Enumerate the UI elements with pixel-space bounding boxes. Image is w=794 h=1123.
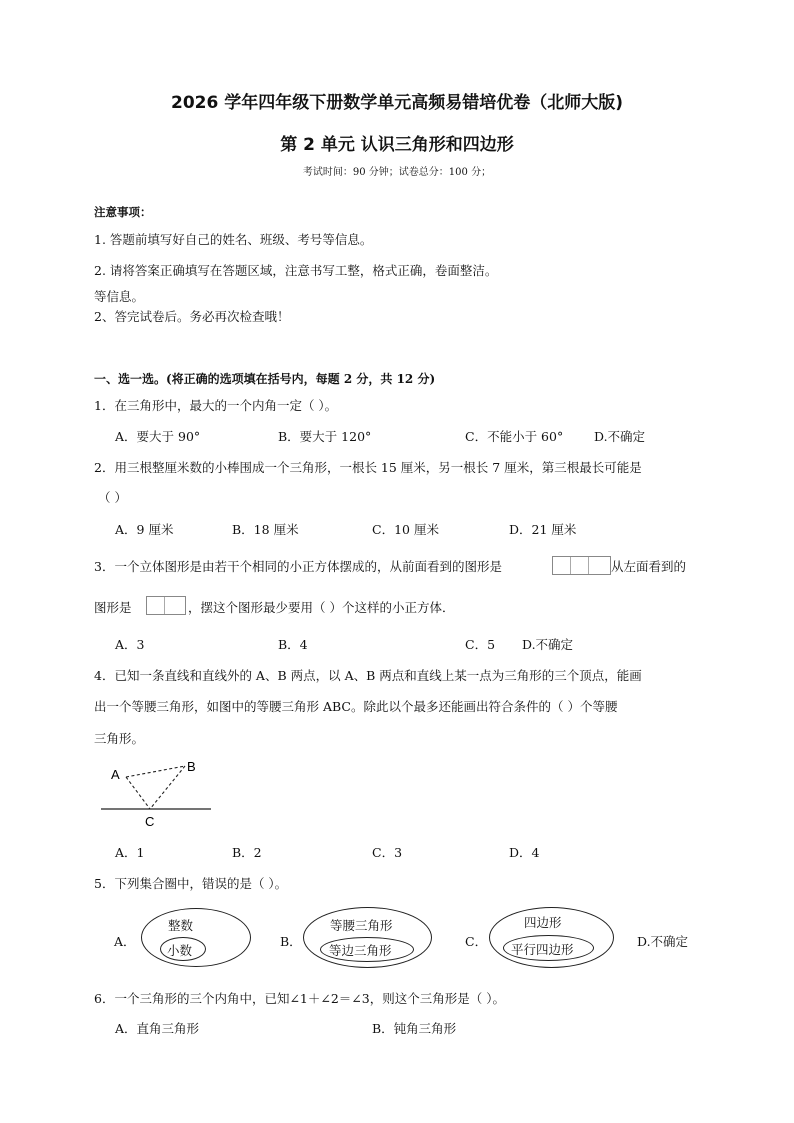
q4-stem-line1: 4．已知一条直线和直线外的 A、B 两点，以 A、B 两点和直线上某一点为三角形的三个顶点，能画 [94,668,642,683]
left-view-figure [146,596,186,615]
q2-option-b: B．18 厘米 [232,522,299,537]
q6-stem: 6．一个三角形的三个内角中，已知∠1＋∠2＝∠3，则这个三角形是（ ）。 [94,991,505,1006]
q3-option-a: A．3 [115,637,145,652]
q6-option-a: A．直角三角形 [115,1021,200,1036]
q3-stem-part4: ，摆这个图形最少要用（ ）个这样的小正方体． [188,600,455,615]
side-ab [126,766,185,777]
exam-info: 考试时间：90 分钟；试卷总分：100 分； [302,167,492,178]
exam-title: 2026 学年四年级下册数学单元高频易错培优卷（北师大版) [170,93,623,113]
q3-stem-part3: 图形是 [94,600,132,615]
q4-stem-line2: 出一个等腰三角形，如图中的等腰三角形 ABC。除此以个最多还能画出符合条件的（ ）个等腰 [94,699,618,714]
side-bc [150,766,185,809]
q1-option-c: C．不能小于 60° [465,429,564,444]
q1-stem: 1．在三角形中，最大的一个内角一定（ ）。 [94,398,338,413]
q5-option-d: D.不确定 [637,934,689,949]
q4-option-b: B．2 [232,845,262,860]
q3-option-b: B．4 [278,637,308,652]
notice-line-2: 2. 请将答案正确填写在答题区域，注意书写工整，格式正确，卷面整洁。 [94,263,498,278]
q2-option-a: A．9 厘米 [115,522,174,537]
q1-option-b: B．要大于 120° [278,429,372,444]
venn-a-inner-label: 小数 [167,943,193,958]
q1-option-d: D.不确定 [594,429,646,444]
q3-stem-part2: 从左面看到的 [611,559,687,574]
q6-option-b: B．钝角三角形 [372,1021,457,1036]
side-ac [126,777,150,809]
front-view-figure [552,556,611,575]
q4-stem-line3: 三角形。 [94,731,145,746]
q3-option-c: C．5 [465,637,496,652]
q3-stem-part1: 3．一个立体图形是由若干个相同的小正方体摆成的，从前面看到的图形是 [94,559,502,574]
venn-a-outer-label: 整数 [168,918,194,933]
q5-stem: 5．下列集合圈中，错误的是（ ）。 [94,876,288,891]
q2-option-c: C．10 厘米 [372,522,439,537]
label-c: C [145,814,155,829]
q5-option-a-letter: A． [114,934,136,949]
q5-option-b-letter: B． [280,934,302,949]
label-a: A [111,767,120,782]
label-b: B [187,759,196,774]
q4-option-c: C．3 [372,845,403,860]
q2-option-d: D．21 厘米 [509,522,577,537]
notice-line-1: 1. 答题前填写好自己的姓名、班级、考号等信息。 [94,232,373,247]
q2-stem-line2: （ ） [98,490,127,505]
q5-option-c-letter: C． [465,934,488,949]
q1-option-a: A．要大于 90° [115,429,201,444]
unit-title: 第 2 单元 认识三角形和四边形 [280,135,514,155]
notice-line-3: 等信息。 [94,289,145,304]
notice-heading: 注意事项： [94,205,152,219]
q4-option-a: A．1 [115,845,145,860]
q3-option-d: D.不确定 [522,637,574,652]
venn-c-outer-label: 四边形 [524,915,562,930]
notice-line-4: 2、答完试卷后。务必再次检查哦！ [94,309,290,324]
triangle-abc-figure [98,756,218,832]
venn-c-inner-label: 平行四边形 [511,942,574,957]
section-heading: 一、选一选。(将正确的选项填在括号内，每题 2 分，共 12 分) [94,372,436,386]
venn-b-inner-label: 等边三角形 [329,943,392,958]
q4-option-d: D．4 [509,845,540,860]
q2-stem-line1: 2．用三根整厘米数的小棒围成一个三角形，一根长 15 厘米，另一根长 7 厘米，第三根最长可能是 [94,460,642,475]
venn-b-outer-label: 等腰三角形 [330,918,393,933]
